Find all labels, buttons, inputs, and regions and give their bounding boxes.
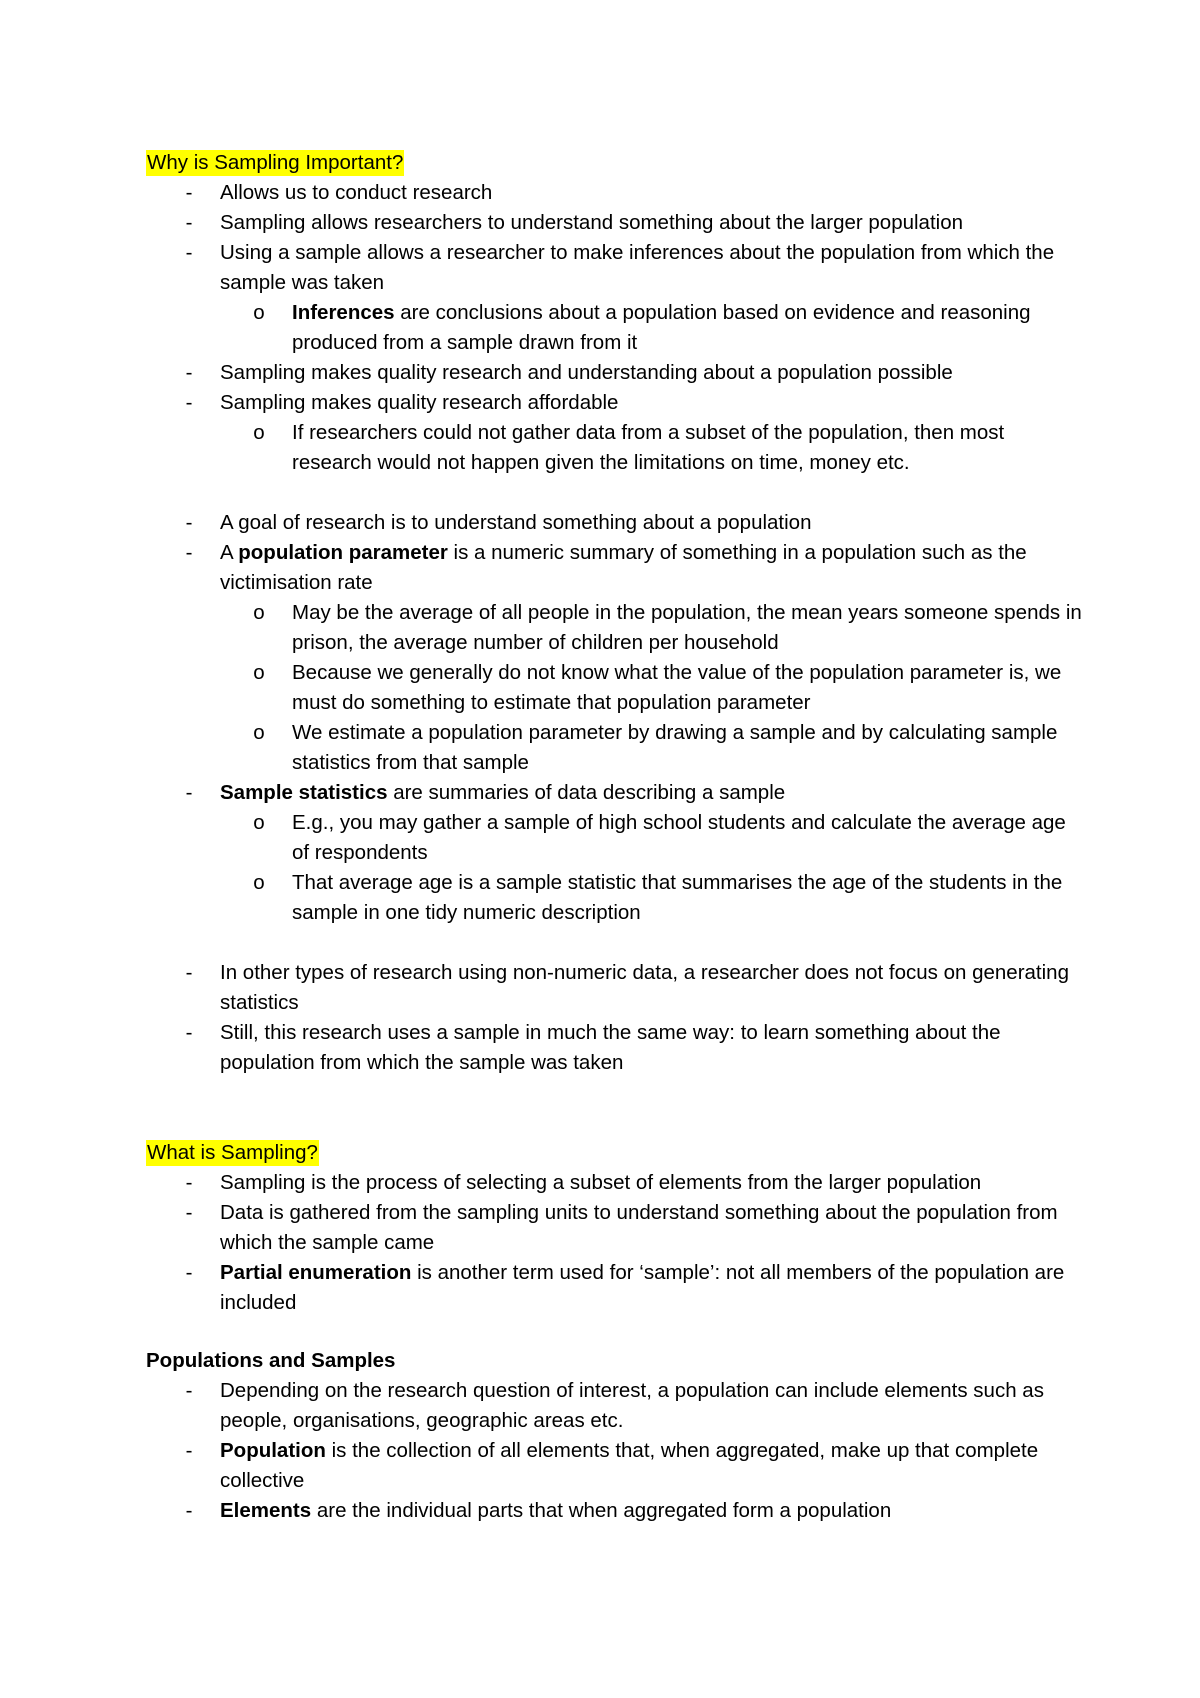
dash-bullet: -: [185, 1379, 193, 1402]
spacer: [146, 1078, 1086, 1138]
dash-bullet: -: [185, 1201, 193, 1224]
list-item-partial-enumeration: - Partial enumeration is another term used for ‘sample’: not all members of the population are included: [146, 1258, 1086, 1318]
dash-bullet: -: [185, 541, 193, 564]
list-item: - A goal of research is to understand something about a population: [146, 508, 1086, 538]
heading-what-is-sampling: What is Sampling?: [147, 1141, 318, 1164]
list-item: - Still, this research uses a sample in much the same way: to learn something about the population from which the sample was taken: [146, 1018, 1086, 1078]
dash-bullet: -: [185, 361, 193, 384]
list-item-population-parameter: - A population parameter is a numeric summary of something in a population such as the victimisation rate: [146, 538, 1086, 598]
dash-bullet: -: [185, 961, 193, 984]
circle-bullet: o: [253, 721, 265, 744]
term-population: Population: [220, 1439, 326, 1462]
term-population-parameter: population parameter: [238, 541, 448, 564]
dash-bullet: -: [185, 1021, 193, 1044]
circle-bullet: o: [253, 601, 265, 624]
list-item: - In other types of research using non-numeric data, a researcher does not focus on generating statistics: [146, 958, 1086, 1018]
list-item-population: - Population is the collection of all elements that, when aggregated, make up that complete collective: [146, 1436, 1086, 1496]
dash-bullet: -: [185, 1499, 193, 1522]
term-inferences: Inferences: [292, 301, 395, 324]
section-why-heading: [146, 148, 1086, 178]
section-what-heading: [146, 1138, 1086, 1168]
sub-list-item: o Because we generally do not know what the value of the population parameter is, we must do something to estimate that population parameter: [146, 658, 1086, 718]
sub-list-item: o We estimate a population parameter by drawing a sample and by calculating sample statistics from that sample: [146, 718, 1086, 778]
list-item: - Sampling allows researchers to understand something about the larger population: [146, 208, 1086, 238]
dash-bullet: -: [185, 1261, 193, 1284]
list-item: - Using a sample allows a researcher to make inferences about the population from which the sample was taken: [146, 238, 1086, 298]
spacer: [146, 928, 1086, 958]
list-item-elements: - Elements are the individual parts that when aggregated form a population: [146, 1496, 1086, 1526]
dash-bullet: -: [185, 1171, 193, 1194]
list-item: - Allows us to conduct research: [146, 178, 1086, 208]
spacer: [146, 1318, 1086, 1346]
dash-bullet: -: [185, 391, 193, 414]
list-item: - Sampling makes quality research and understanding about a population possible: [146, 358, 1086, 388]
circle-bullet: o: [253, 661, 265, 684]
circle-bullet: o: [253, 301, 265, 324]
dash-bullet: -: [185, 211, 193, 234]
list-item: - Sampling is the process of selecting a subset of elements from the larger population: [146, 1168, 1086, 1198]
document-page: [146, 148, 1086, 1526]
list-item: - Sampling makes quality research affordable: [146, 388, 1086, 418]
list-item: - Data is gathered from the sampling units to understand something about the population from which the sample came: [146, 1198, 1086, 1258]
sub-list-item: o That average age is a sample statistic that summarises the age of the students in the sample in one tidy numeric description: [146, 868, 1086, 928]
spacer: [146, 478, 1086, 508]
circle-bullet: o: [253, 421, 265, 444]
sub-list-item: o May be the average of all people in the population, the mean years someone spends in prison, the average number of children per household: [146, 598, 1086, 658]
sub-list-item-inferences: o Inferences are conclusions about a population based on evidence and reasoning produced from a sample drawn from it: [146, 298, 1086, 358]
dash-bullet: -: [185, 241, 193, 264]
list-item-sample-statistics: - Sample statistics are summaries of data describing a sample: [146, 778, 1086, 808]
term-elements: Elements: [220, 1499, 312, 1522]
list-item: - Depending on the research question of interest, a population can include elements such as people, organisations, geographic areas etc.: [146, 1376, 1086, 1436]
dash-bullet: -: [185, 511, 193, 534]
circle-bullet: o: [253, 811, 265, 834]
sub-list-item: o If researchers could not gather data from a subset of the population, then most research would not happen given the limitations on time, money etc.: [146, 418, 1086, 478]
term-partial-enumeration: Partial enumeration: [220, 1261, 412, 1284]
dash-bullet: -: [185, 781, 193, 804]
heading-why-sampling-important: Why is Sampling Important?: [147, 151, 404, 174]
term-sample-statistics: Sample statistics: [220, 781, 388, 804]
heading-populations-and-samples: Populations and Samples: [146, 1349, 396, 1372]
dash-bullet: -: [185, 1439, 193, 1462]
dash-bullet: -: [185, 181, 193, 204]
circle-bullet: o: [253, 871, 265, 894]
sub-list-item: o E.g., you may gather a sample of high school students and calculate the average age of respondents: [146, 808, 1086, 868]
